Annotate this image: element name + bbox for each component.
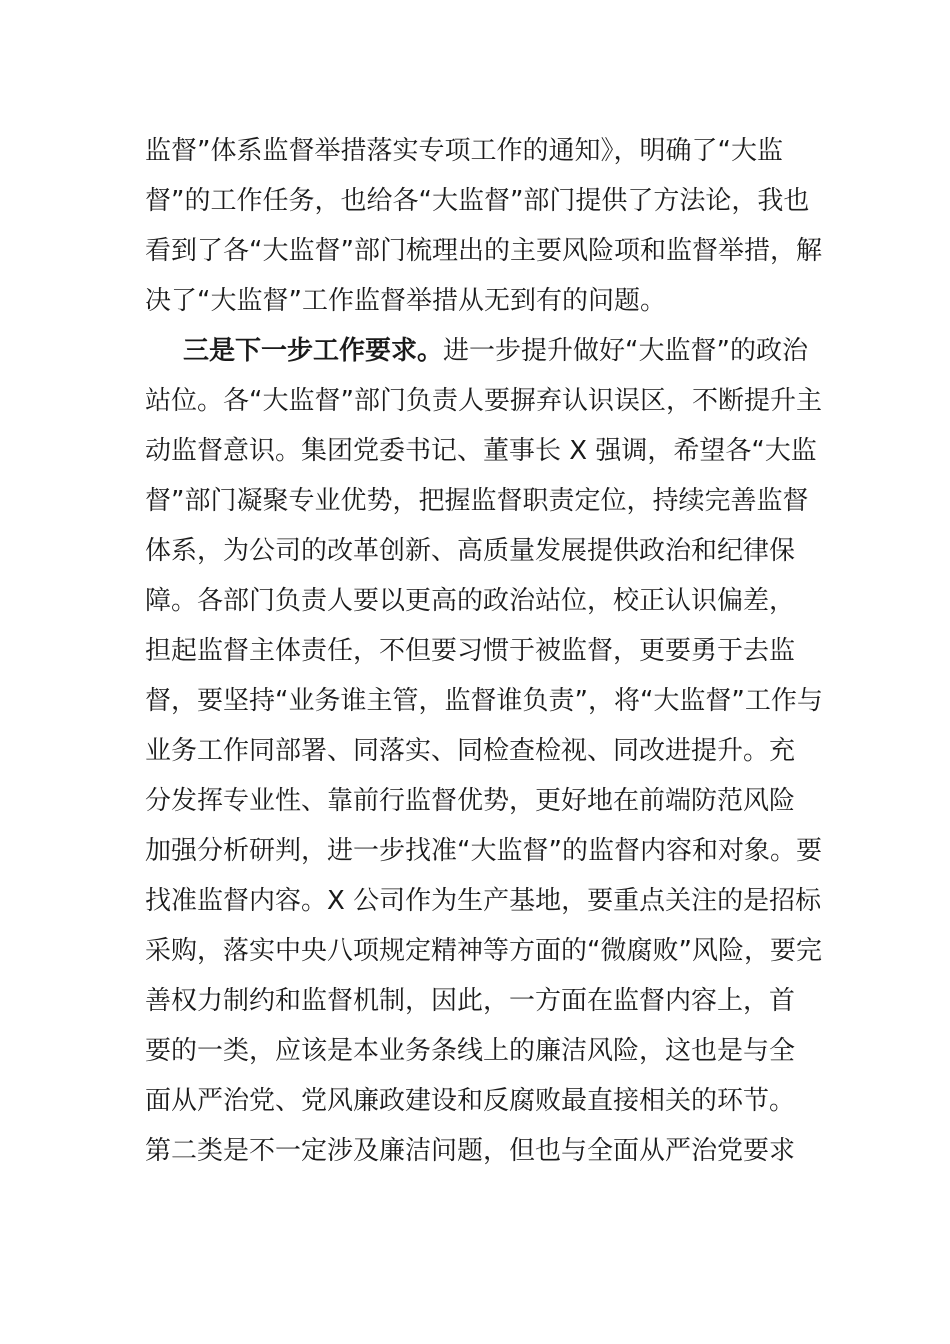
text-line-3: 看到了各“大监督”部门梳理出的主要风险项和监督举措，解	[145, 236, 822, 266]
text-line-9: 体系，为公司的改革创新、高质量发展提供政治和纪律保	[145, 536, 796, 566]
text-line-20: 面从严治党、党风廉政建设和反腐败最直接相关的环节。	[145, 1086, 796, 1116]
section-heading-rest: 进一步提升做好“大监督”的政治	[443, 336, 808, 366]
text-line-7: 动监督意识。集团党委书记、董事长 X 强调，希望各“大监	[145, 436, 817, 466]
text-line-2: 督”的工作任务，也给各“大监督”部门提供了方法论，我也	[145, 186, 810, 216]
text-line-14: 分发挥专业性、靠前行监督优势，更好地在前端防范风险	[145, 786, 796, 816]
section-heading: 三是下一步工作要求。	[183, 336, 444, 366]
section-heading-line	[145, 326, 825, 376]
text-line-15: 加强分析研判，进一步找准“大监督”的监督内容和对象。要	[145, 836, 822, 866]
text-line-6: 站位。各“大监督”部门负责人要摒弃认识误区，不断提升主	[145, 386, 822, 416]
text-line-4: 决了“大监督”工作监督举措从无到有的问题。	[145, 286, 666, 316]
text-line-18: 善权力制约和监督机制，因此，一方面在监督内容上，首	[145, 986, 796, 1016]
text-line-21: 第二类是不一定涉及廉洁问题，但也与全面从严治党要求	[145, 1136, 796, 1166]
text-line-10: 障。各部门负责人要以更高的政治站位，校正认识偏差，	[145, 586, 796, 616]
text-line-13: 业务工作同部署、同落实、同检查检视、同改进提升。充	[145, 736, 796, 766]
text-line-8: 督”部门凝聚专业优势，把握监督职责定位，持续完善监督	[145, 486, 809, 516]
text-line-12: 督，要坚持“业务谁主管，监督谁负责”，将“大监督”工作与	[145, 686, 823, 716]
text-line-19: 要的一类，应该是本业务条线上的廉洁风险，这也是与全	[145, 1036, 796, 1066]
text-line-16: 找准监督内容。X 公司作为生产基地，要重点关注的是招标	[145, 886, 822, 916]
body-text	[145, 126, 825, 1176]
text-line-11: 担起监督主体责任，不但要习惯于被监督，更要勇于去监	[145, 636, 796, 666]
text-line-1: 监督”体系监督举措落实专项工作的通知》，明确了“大监	[145, 136, 783, 166]
text-line-17: 采购，落实中央八项规定精神等方面的“微腐败”风险，要完	[145, 936, 822, 966]
